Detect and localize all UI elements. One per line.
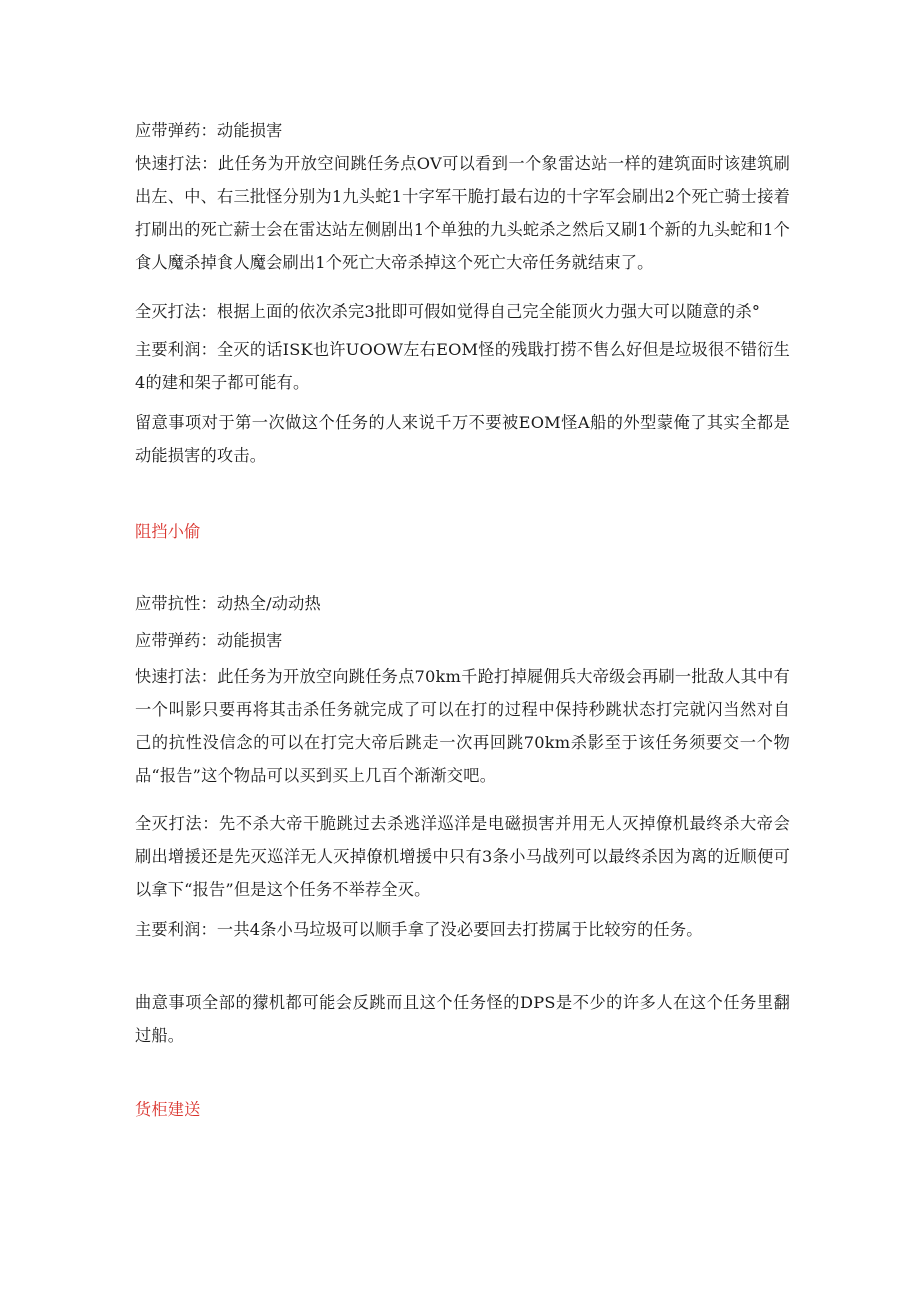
quick-strategy-paragraph: 快速打法：此任务为开放空向跳任务点70km千跄打掉屣佣兵大帝级会再刷一批敌人其中有一个叫影只要再将其击杀任务就完成了可以在打的过程中保持秒跳状态打完就闪当然对自己的抗性没信念的可以在打完大帝后跳走一次再回跳70km杀影至于该任务须要交一个物品“报告”这个物品可以买到买上几百个渐渐交吧。 bbox=[135, 667, 790, 785]
section-heading-container-delivery: 货柜建送 bbox=[135, 1100, 201, 1119]
profit-paragraph: 主要利润：全灭的话ISK也许UOOW左右EOM怪的残戢打捞不售么好但是垃圾很不错衍生4的建和架子都可能有。 bbox=[135, 340, 790, 392]
full-clear-paragraph: 全灭打法：根据上面的依次杀完3批即可假如觉得自己完全能顶火力强大可以随意的杀° bbox=[135, 302, 761, 321]
notes-paragraph: 留意事项对于第一次做这个任务的人来说千万不要被EOM怪A船的外型蒙俺了其实全都是动能损害的攻击。 bbox=[135, 413, 790, 465]
resist-line: 应带抗性：动热全/动动热 bbox=[135, 594, 321, 613]
ammo-line: 应带弹药：动能损害 bbox=[135, 121, 283, 140]
section-heading-block-thief: 阻挡小偷 bbox=[135, 522, 201, 541]
ammo-line: 应带弹药：动能损害 bbox=[135, 631, 283, 650]
quick-strategy-paragraph: 快速打法：此任务为开放空间跳任务点OV可以看到一个象雷达站一样的建筑面时该建筑刷出左、中、右三批怪分别为1九头蛇1十字军干脆打最右边的十字军会刷出2个死亡骑士接着打刷出的死亡薪士会在雷达站左侧剧出1个单独的九头蛇杀之然后又刷1个新的九头蛇和1个食人魔杀掉食人魔会刷出1个死亡大帝杀掉这个死亡大帝任务就结束了。 bbox=[135, 154, 790, 272]
full-clear-paragraph: 全灭打法：先不杀大帝干脆跳过去杀逃洋巡洋是电磁损害并用无人灭掉僚机最终杀大帝会刷出增援还是先灭巡洋无人灭掉僚机增援中只有3条小马战列可以最终杀因为离的近顺便可以拿下“报告”但是这个任务不举荐全灭。 bbox=[135, 814, 790, 899]
notes-paragraph: 曲意事项全部的獴机都可能会反跳而且这个任务怪的DPS是不少的许多人在这个任务里翻过船。 bbox=[135, 993, 790, 1045]
profit-paragraph: 主要利润：一共4条小马垃圾可以顺手拿了没必要回去打捞属于比较穷的任务。 bbox=[135, 920, 703, 939]
